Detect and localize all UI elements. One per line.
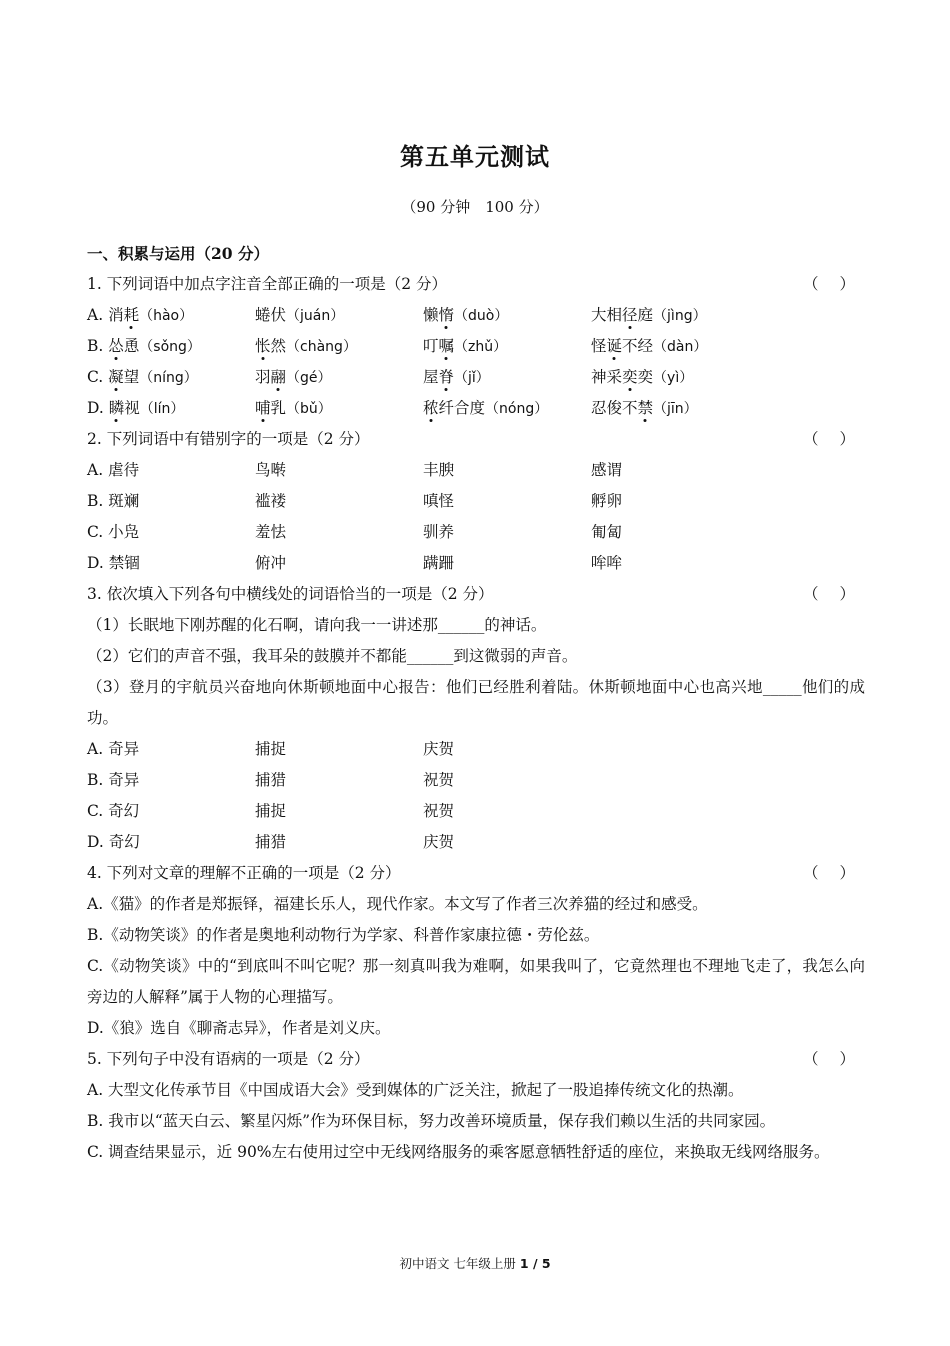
pinyin: （nóng） [485, 401, 549, 417]
option-label: A. [87, 461, 109, 479]
option-cell [423, 827, 591, 858]
pinyin: （jīn） [653, 401, 698, 417]
dotted-char: 哺 [255, 399, 271, 417]
question-5-option-c: C. 调查结果显示，近 90%左右使用过空中无线网络服务的乘客愿意牺牲舒适的座位，来换取无线网络服务。 [87, 1143, 830, 1161]
pinyin: （gé） [286, 370, 332, 386]
option-word: 驯养 [423, 523, 455, 541]
option-word: 虐待 [108, 461, 140, 479]
option-label: D. [87, 399, 109, 417]
word-part: 神采 [591, 368, 623, 386]
dotted-char: 诞 [606, 337, 623, 355]
question-3-options [87, 734, 865, 858]
question-1-options [87, 300, 865, 424]
option-cell [423, 796, 591, 827]
question-text: 3. 依次填入下列各句中横线处的词语恰当的一项是（2 分） [87, 585, 494, 603]
option-row [87, 455, 865, 486]
answer-bracket[interactable]: （ ） [803, 275, 855, 293]
pinyin: （jǐ） [454, 370, 490, 386]
option-cell [87, 331, 255, 362]
option-label: C. [87, 802, 109, 820]
footer-text: 初中语文 七年级上册 [399, 1256, 520, 1271]
option-cell [423, 548, 591, 579]
section-heading: 一、积累与运用（20 分） [87, 244, 269, 263]
option-cell [591, 362, 759, 393]
option-label: C. [87, 523, 109, 541]
option-cell [87, 486, 255, 517]
option-cell [87, 517, 255, 548]
page-subtitle: （90 分钟 100 分） [401, 198, 549, 216]
answer-bracket[interactable]: （ ） [803, 1050, 855, 1068]
option-cell [423, 362, 591, 393]
option-cell [87, 393, 255, 424]
page-footer [0, 1254, 950, 1272]
question-5-stem [87, 1044, 865, 1075]
dotted-char: 禁 [637, 399, 654, 417]
option-word: 祝贺 [423, 802, 455, 820]
pinyin: （bǔ） [286, 401, 332, 417]
question-5-option-a: A. 大型文化传承节目《中国成语大会》受到媒体的广泛关注，掀起了一股追捧传统文化的热潮。 [87, 1081, 744, 1099]
question-4-option-d: D.《狼》选自《聊斋志异》，作者是刘义庆。 [87, 1019, 391, 1037]
question-text: 2. 下列词语中有错别字的一项是（2 分） [87, 430, 370, 448]
option-label: B. [87, 337, 109, 355]
word-part: 纤合度 [438, 399, 486, 417]
option-cell [255, 486, 423, 517]
option-label: A. [87, 740, 109, 758]
option-cell [87, 548, 255, 579]
option-row [87, 765, 865, 796]
pinyin: （juán） [286, 308, 345, 324]
word-part: 大相 [591, 306, 623, 324]
word-part: 蜷 [255, 306, 271, 324]
option-word: 孵卵 [591, 492, 623, 510]
dotted-char: 翮 [270, 368, 287, 386]
option-cell [423, 393, 591, 424]
option-word: 嗔怪 [423, 492, 455, 510]
answer-bracket[interactable]: （ ） [803, 585, 855, 603]
question-4-stem [87, 858, 865, 889]
option-word: 捕捉 [255, 740, 287, 758]
option-word: 捕猎 [255, 771, 287, 789]
option-word: 斑斓 [108, 492, 140, 510]
option-cell [87, 827, 255, 858]
option-word: 匍匐 [591, 523, 623, 541]
option-label: C. [87, 368, 109, 386]
option-cell [423, 517, 591, 548]
word-part: 望 [123, 368, 140, 386]
option-word: 捕猎 [255, 833, 287, 851]
option-word: 奇幻 [108, 833, 140, 851]
option-cell [87, 765, 255, 796]
option-row [87, 486, 865, 517]
option-row [87, 300, 865, 331]
option-cell [591, 486, 759, 517]
option-row [87, 796, 865, 827]
word-part: 庭 [637, 306, 654, 324]
option-word: 捕捉 [255, 802, 287, 820]
question-1-stem [87, 269, 865, 300]
option-cell [423, 331, 591, 362]
option-cell [591, 517, 759, 548]
option-word: 庆贺 [423, 833, 455, 851]
option-cell [255, 362, 423, 393]
option-word: 小凫 [108, 523, 140, 541]
word-part: 消 [108, 306, 124, 324]
dotted-char: 惰 [438, 306, 455, 324]
question-2-stem [87, 424, 865, 455]
dotted-char: 耗 [123, 306, 140, 324]
option-word: 禁锢 [108, 554, 140, 572]
pinyin: （sǒng） [139, 339, 201, 355]
option-word: 羞怯 [255, 523, 287, 541]
question-4-option-b: B.《动物笑谈》的作者是奥地利动物行为学家、科普作家康拉德・劳伦兹。 [87, 926, 600, 944]
pinyin: （yì） [653, 370, 694, 386]
question-5-option-b: B. 我市以“蓝天白云、繁星闪烁”作为环保目标，努力改善环境质量，保存我们赖以生活的共同家园。 [87, 1112, 776, 1130]
option-label: B. [87, 771, 109, 789]
option-row [87, 827, 865, 858]
question-3-sentence-2: （2）它们的声音不强，我耳朵的鼓膜并不都能______到这微弱的声音。 [87, 647, 578, 665]
word-part: 不经 [622, 337, 654, 355]
option-word: 奇异 [108, 771, 140, 789]
pinyin: （duò） [454, 308, 509, 324]
option-word: 鸟啭 [255, 461, 287, 479]
option-cell [591, 393, 759, 424]
option-cell [423, 455, 591, 486]
dotted-char: 怅 [255, 337, 271, 355]
option-cell [87, 362, 255, 393]
option-cell [591, 455, 759, 486]
option-label: D. [87, 554, 109, 572]
question-3-sentence-1: （1）长眠地下刚苏醒的化石啊，请向我一一讲述那______的神话。 [87, 616, 547, 634]
option-label: B. [87, 492, 109, 510]
question-text: 1. 下列词语中加点字注音全部正确的一项是（2 分） [87, 275, 448, 293]
option-word: 奇幻 [108, 802, 140, 820]
dotted-char: 怂 [108, 337, 124, 355]
option-cell [255, 300, 423, 331]
option-cell [255, 331, 423, 362]
word-part: 屋 [423, 368, 439, 386]
word-part: 懒 [423, 306, 439, 324]
option-row [87, 734, 865, 765]
option-row [87, 393, 865, 424]
word-part: 羽 [255, 368, 271, 386]
question-2-options [87, 455, 865, 579]
word-part: 伏 [270, 306, 287, 324]
question-text: 4. 下列对文章的理解不正确的一项是（2 分） [87, 864, 401, 882]
word-part: 乳 [270, 399, 287, 417]
option-cell [255, 796, 423, 827]
option-cell [87, 300, 255, 331]
dotted-char: 凝 [108, 368, 124, 386]
option-cell [87, 796, 255, 827]
dotted-char: 嘱 [438, 337, 455, 355]
pinyin: （zhǔ） [454, 339, 508, 355]
page-title: 第五单元测试 [400, 142, 550, 171]
word-part: 怪 [591, 337, 607, 355]
dotted-char: 秾 [423, 399, 439, 417]
option-word: 俯冲 [255, 554, 287, 572]
option-cell [87, 734, 255, 765]
option-word: 丰腴 [423, 461, 455, 479]
option-word: 感谓 [591, 461, 623, 479]
word-part: 恿 [123, 337, 140, 355]
word-part: 忍俊不 [591, 399, 638, 417]
option-cell [255, 765, 423, 796]
option-cell [255, 455, 423, 486]
question-3-sentence-3: （3）登月的宇航员兴奋地向休斯顿地面中心报告：他们已经胜利着陆。休斯顿地面中心也高兴地_____他们的成功。 [87, 678, 865, 727]
option-word: 奇异 [108, 740, 140, 758]
option-cell [591, 300, 759, 331]
question-4-option-c: C.《动物笑谈》中的“到底叫不叫它呢？那一刻真叫我为难啊，如果我叫了，它竟然理也不理地飞走了，我怎么向旁边的人解释”属于人物的心理描写。 [87, 957, 865, 1006]
word-part: 视 [124, 399, 140, 417]
question-text: 5. 下列句子中没有语病的一项是（2 分） [87, 1050, 370, 1068]
dotted-char: 瞵 [108, 399, 125, 417]
pinyin: （chàng） [286, 339, 357, 355]
option-cell [423, 300, 591, 331]
question-3-stem [87, 579, 865, 610]
dotted-char: 脊 [438, 368, 455, 386]
answer-bracket[interactable]: （ ） [803, 430, 855, 448]
option-cell [423, 734, 591, 765]
exam-content [87, 238, 865, 1168]
option-cell [87, 455, 255, 486]
option-row [87, 331, 865, 362]
option-word: 蹒跚 [423, 554, 455, 572]
option-cell [255, 517, 423, 548]
word-part: 然 [270, 337, 287, 355]
option-row [87, 548, 865, 579]
pinyin: （níng） [139, 370, 198, 386]
option-word: 哞哞 [591, 554, 623, 572]
pinyin: （hào） [139, 308, 194, 324]
option-word: 褴褛 [255, 492, 287, 510]
option-label: A. [87, 306, 109, 324]
word-part: 叮 [423, 337, 439, 355]
option-cell [591, 331, 759, 362]
dotted-char: 径 [622, 306, 638, 324]
option-cell [255, 827, 423, 858]
pinyin: （dàn） [653, 339, 708, 355]
option-word: 祝贺 [423, 771, 455, 789]
option-label: D. [87, 833, 109, 851]
option-cell [423, 486, 591, 517]
option-cell [423, 765, 591, 796]
pinyin: （jìng） [653, 308, 707, 324]
option-cell [255, 393, 423, 424]
option-row [87, 362, 865, 393]
page-number: 1 / 5 [519, 1256, 551, 1271]
pinyin: （lín） [139, 401, 185, 417]
option-word: 庆贺 [423, 740, 455, 758]
option-row [87, 517, 865, 548]
word-part: 奕 [637, 368, 654, 386]
option-cell [591, 548, 759, 579]
answer-bracket[interactable]: （ ） [803, 864, 855, 882]
option-cell [255, 734, 423, 765]
question-4-option-a: A.《猫》的作者是郑振铎，福建长乐人，现代作家。本文写了作者三次养猫的经过和感受。 [87, 895, 708, 913]
dotted-char: 奕 [622, 368, 638, 386]
option-cell [255, 548, 423, 579]
